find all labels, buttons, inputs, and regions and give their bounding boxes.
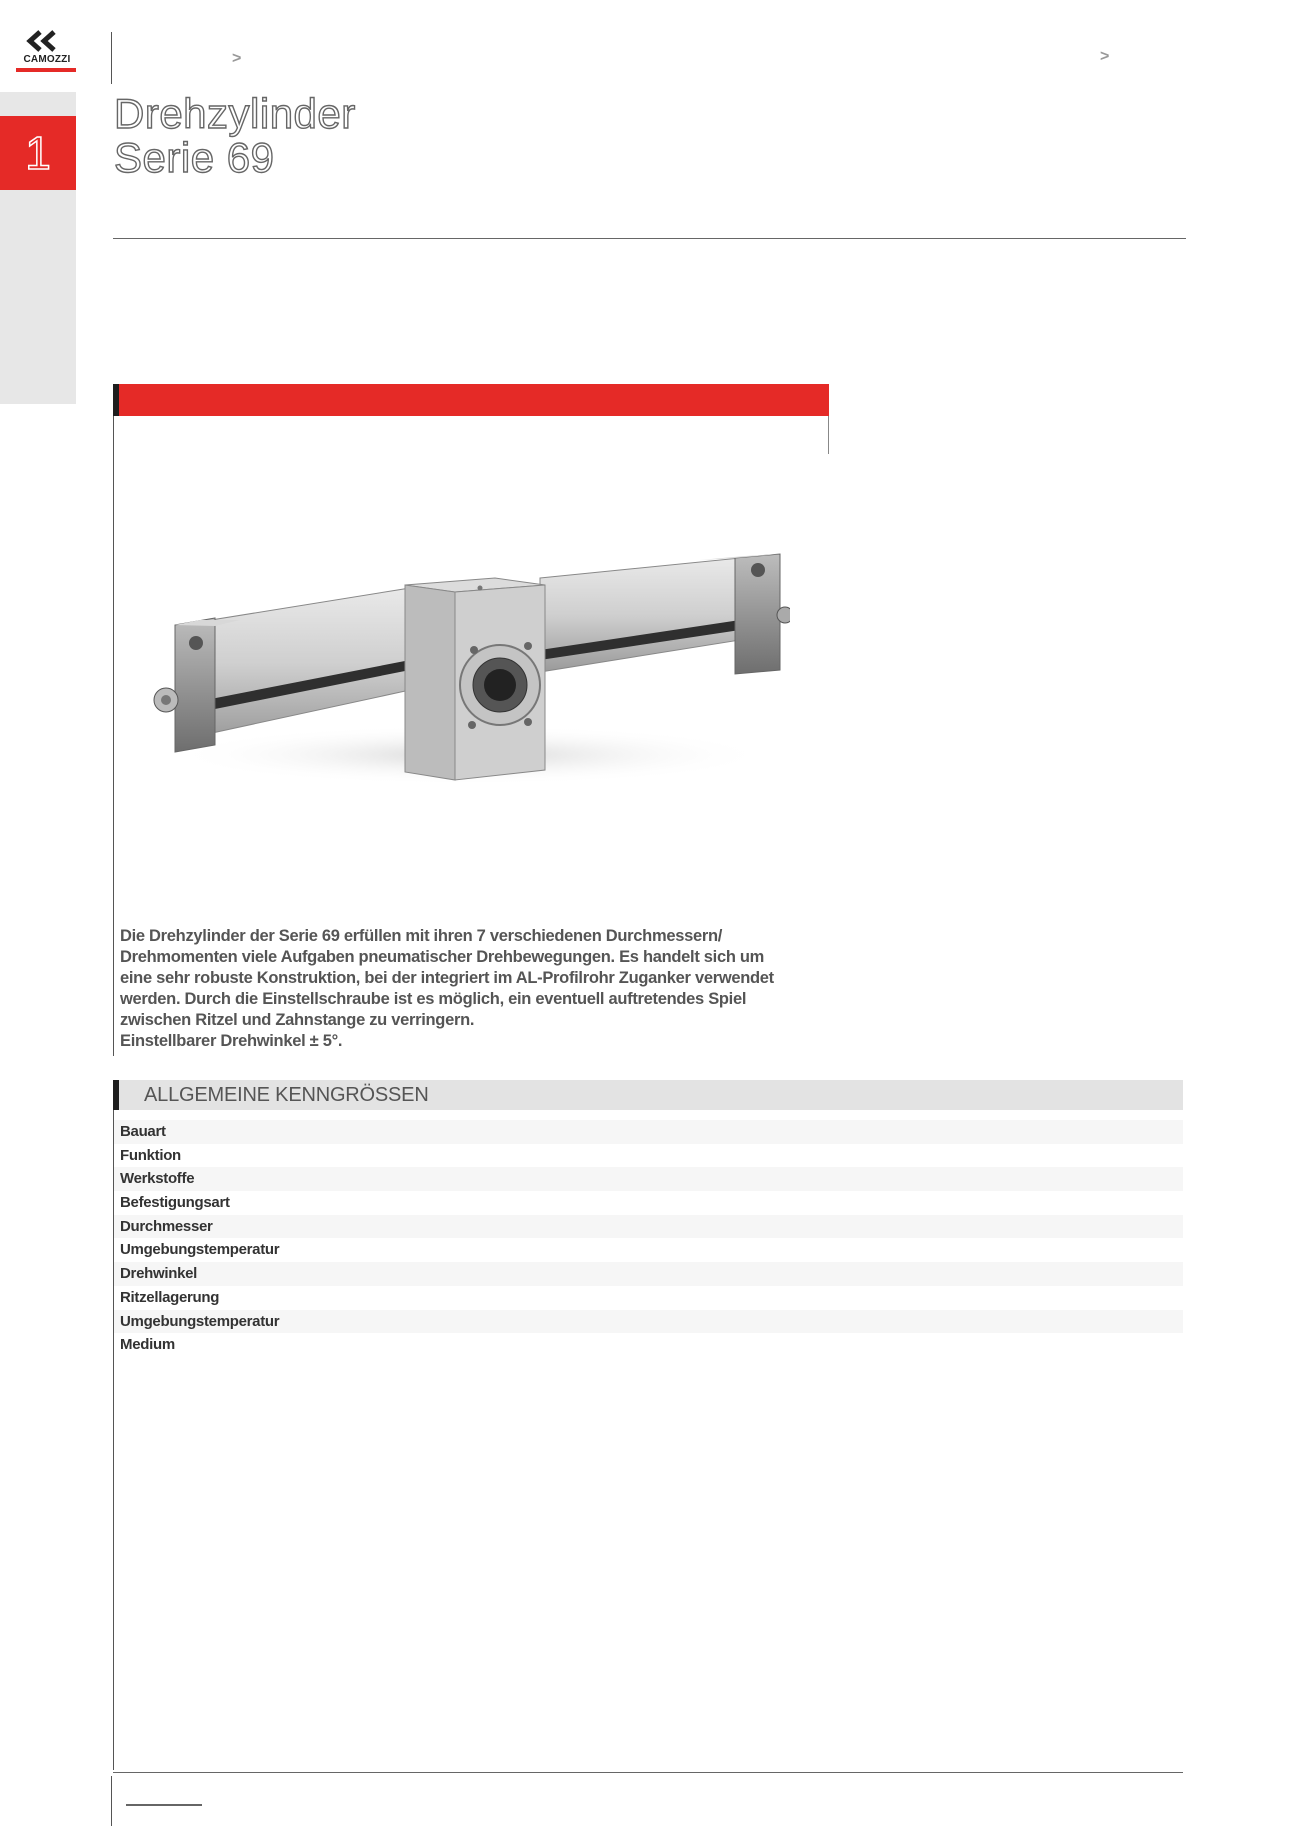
product-banner xyxy=(113,384,829,416)
breadcrumb-chevron-left: > xyxy=(232,50,242,67)
parameter-table xyxy=(114,1120,1183,1357)
brand-bar xyxy=(16,68,76,72)
description-line: eine sehr robuste Konstruktion, bei der integriert im AL-Profilrohr Zuganker verwendet xyxy=(120,969,774,987)
table-row: Drehwinkel xyxy=(114,1262,1183,1286)
table-row: Durchmesser xyxy=(114,1215,1183,1239)
page-title-line1: Drehzylinder xyxy=(114,90,356,137)
footer-vertical-rule xyxy=(111,1776,112,1826)
footer-short-rule xyxy=(126,1804,202,1806)
description-line: Drehmomenten viele Aufgaben pneumatischer Drehbewegungen. Es handelt sich um xyxy=(120,948,765,966)
table-row: Funktion xyxy=(120,1146,181,1164)
table-row: Umgebungstemperatur xyxy=(114,1310,1183,1334)
description-line: zwischen Ritzel und Zahnstange zu verringern. xyxy=(120,1011,475,1029)
table-row: Werkstoffe xyxy=(114,1167,1183,1191)
chapter-number: 1 xyxy=(25,127,51,179)
banner-right-rule xyxy=(828,416,829,454)
table-row: Befestigungsart xyxy=(120,1194,230,1212)
table-row: Ritzellagerung xyxy=(120,1288,220,1306)
table-row: Umgebungstemperatur xyxy=(120,1241,280,1259)
description-line: werden. Durch die Einstellschraube ist es möglich, ein eventuell auftretendes Spiel xyxy=(120,990,747,1008)
header-divider xyxy=(111,32,112,84)
product-description xyxy=(120,926,820,1052)
description-line: Die Drehzylinder der Serie 69 erfüllen mit ihren 7 verschiedenen Durchmessern/ xyxy=(120,927,723,945)
footer-divider xyxy=(113,1772,1183,1773)
table-row: Bauart xyxy=(114,1120,1183,1144)
banner-left-rule xyxy=(113,416,114,1056)
brand-name: CAMOZZI xyxy=(23,54,71,65)
title-divider xyxy=(113,238,1186,239)
table-row: Medium xyxy=(120,1336,175,1354)
page-title-line2: Serie 69 xyxy=(114,134,275,181)
section-title: ALLGEMEINE KENNGRÖSSEN xyxy=(144,1084,429,1106)
rotary-cylinder-illustration-icon xyxy=(140,540,790,800)
breadcrumb-chevron-right: > xyxy=(1100,48,1110,65)
description-line: Einstellbarer Drehwinkel ± 5°. xyxy=(120,1032,343,1050)
